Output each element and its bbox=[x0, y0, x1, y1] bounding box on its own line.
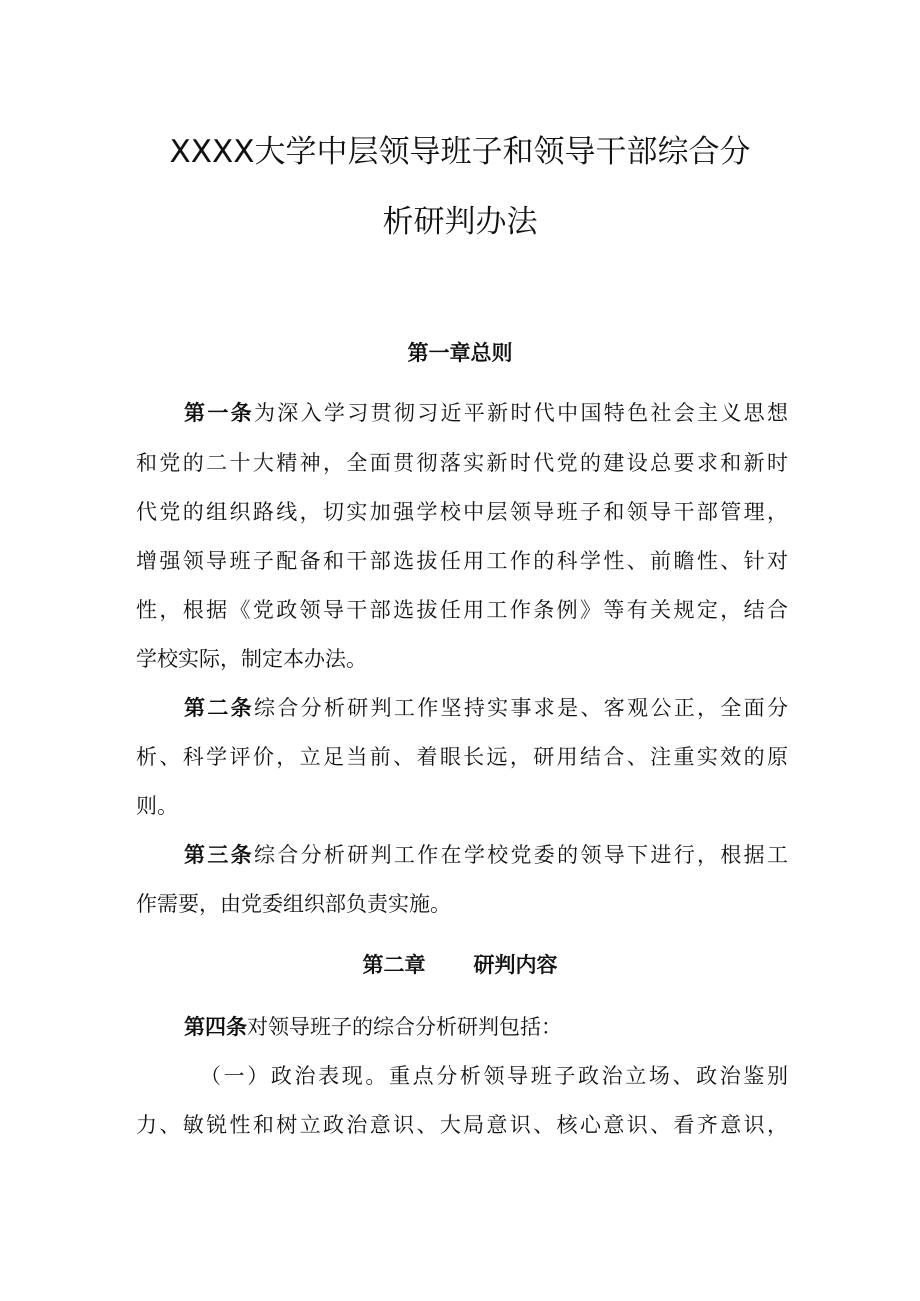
document-title-line-1: XXXX大学中层领导班子和领导干部综合分 bbox=[169, 134, 751, 170]
article-1-line-1 bbox=[184, 398, 788, 428]
article-1-line-3: 代党的组织路线，切实加强学校中层领导班子和领导干部管理， bbox=[136, 500, 788, 524]
item-1-line-2: 力、敏锐性和树立政治意识、大局意识、核心意识、看齐意识， bbox=[136, 1113, 788, 1137]
article-1-line-5: 性，根据《党政领导干部选拔任用工作条例》等有关规定，结合 bbox=[136, 598, 788, 622]
chapter-1-heading: 第一章总则 bbox=[407, 341, 513, 365]
document-title-line-2: 析研判办法 bbox=[382, 204, 538, 240]
article-3-text: 综合分析研判工作在学校党委的领导下进行，根据工 bbox=[253, 843, 789, 867]
article-4-line-1 bbox=[184, 1012, 788, 1042]
article-2-line-3: 则。 bbox=[136, 794, 178, 818]
article-3-line-2: 作需要，由党委组织部负责实施。 bbox=[136, 892, 451, 916]
article-4-text: 对领导班子的综合分析研判包括： bbox=[247, 1015, 562, 1039]
article-2-line-1 bbox=[184, 693, 788, 723]
article-1-line-2: 和党的二十大精神，全面贯彻落实新时代党的建设总要求和新时 bbox=[136, 451, 788, 475]
item-1-line-1: （一）政治表现。重点分析领导班子政治立场、政治鉴别 bbox=[200, 1064, 788, 1088]
article-2-line-2: 析、科学评价，立足当前、着眼长远，研用结合、注重实效的原 bbox=[136, 745, 788, 769]
article-1-line-6: 学校实际，制定本办法。 bbox=[136, 647, 367, 671]
chapter-2-name: 研判内容 bbox=[473, 953, 558, 977]
chapter-2-number: 第二章 bbox=[362, 953, 426, 977]
article-2-label: 第二条 bbox=[184, 696, 254, 720]
article-1-label: 第一条 bbox=[184, 401, 254, 425]
article-3-line-1 bbox=[184, 840, 788, 870]
chapter-2-heading bbox=[100, 950, 820, 980]
article-1-text: 为深入学习贯彻习近平新时代中国特色社会主义思想 bbox=[253, 401, 789, 425]
article-2-text: 综合分析研判工作坚持实事求是、客观公正，全面分 bbox=[253, 696, 789, 720]
article-3-label: 第三条 bbox=[184, 843, 254, 867]
article-1-line-4: 增强领导班子配备和干部选拔任用工作的科学性、前瞻性、针对 bbox=[136, 549, 788, 573]
article-4-label: 第四条 bbox=[184, 1015, 247, 1039]
